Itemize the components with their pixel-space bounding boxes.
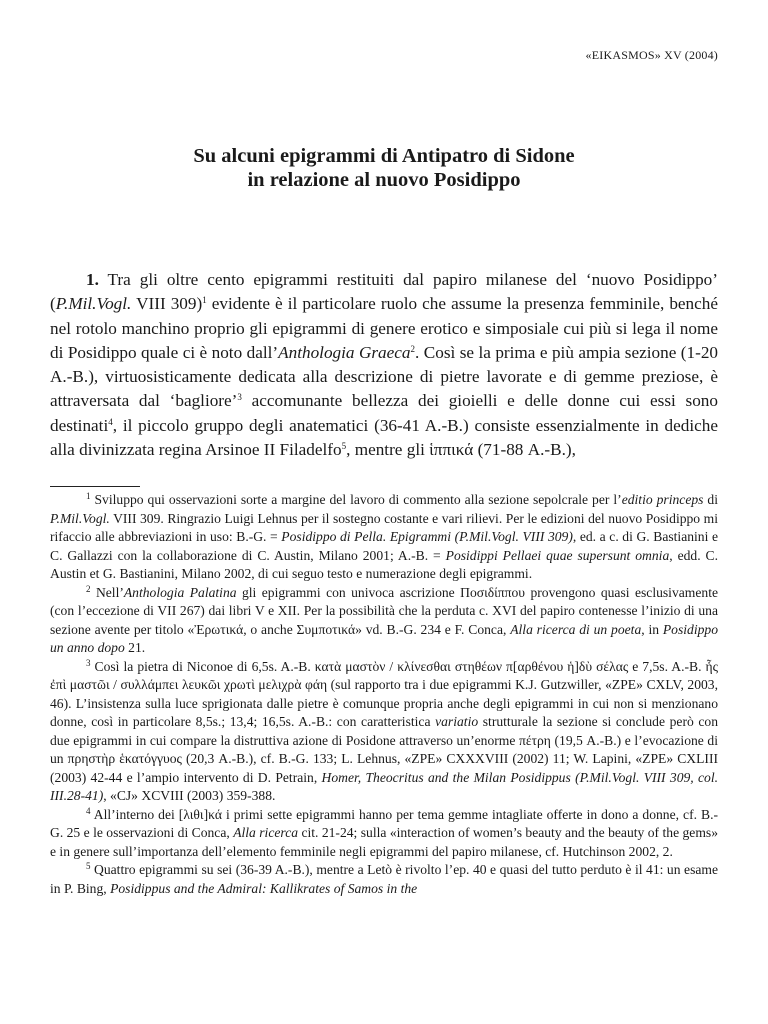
footnote-ref-3[interactable]: 3 bbox=[237, 392, 242, 403]
footnote-text: Posidippus and the Admiral: Kallikrates of Samos in the bbox=[110, 880, 418, 896]
footnote-text: Posidippo di Pella. Epigrammi (P.Mil.Vogl. VIII 309) bbox=[281, 529, 573, 544]
footnote-text: gli epigrammi con univoca ascrizione Ποσιδίππου provengono quasi esclusivamente (con l’eccezione di VII 267) dai libri V e XII. Per la possibilità che la perduta c. XVI del papiro contenesse l’inizio di una sezione avente per titolo «Ἐρωτικά, o anche Συμποτικά» vd. B.-G. 234 e F. Conca, bbox=[50, 584, 718, 637]
footnote-number: 4 bbox=[86, 805, 91, 816]
title-line-1: Su alcuni epigrammi di Antipatro di Sidone bbox=[193, 145, 575, 167]
footnote-ref-4[interactable]: 4 bbox=[108, 416, 113, 427]
body-text-segment: , mentre gli ἱππικά (71-88 A.-B.), bbox=[346, 440, 576, 460]
body-text-segment: VIII 309) bbox=[131, 294, 203, 314]
footnote-text: Homer, Theocritus and the Milan Posidippus (P.Mil.Vogl. VIII 309, col. III.28-41) bbox=[50, 769, 718, 803]
footnote-ref-5[interactable]: 5 bbox=[341, 441, 347, 452]
body-text bbox=[50, 268, 718, 462]
footnote-text: Così la pietra di Niconoe di 6,5s. A.-B. κατὰ μαστὸν / κλίνεσθαι στηθέων π[αρθένου ἡ]δὺ σέλας e 7,5s. A.-B. ἧς ἐπὶ μαστῶι / συλλάμπει λευκῶι χρωτὶ μελιχρὰ φάη (sul rapporto tra i due epigrammi K.J. Gutzwiller, «ZPE» CXLV, 2003, 46). L’insistenza sulla luce sprigionata dalle pietre è comunque propria anche degli epigrammi in cui non si menzionano donne, così in particolare 8,5s.; 13,4; 16,5s. A.-B.: con caratteristica bbox=[50, 658, 718, 729]
footnote-text: cit. 21-24; sulla «interaction of women’s beauty and the beauty of the gems» e in genere sull’importanza dell’elemento femminile negli epigrammi del papiro milanese, cf. Hutchinson 2002, 2. bbox=[50, 825, 719, 859]
body-text-segment: Anthologia Graeca bbox=[278, 342, 411, 362]
footnote-text: Nell’ bbox=[95, 584, 124, 600]
footnotes bbox=[50, 491, 718, 898]
paragraph-1 bbox=[50, 268, 718, 462]
footnote-number: 3 bbox=[86, 657, 91, 668]
body-text-segment: P.Mil.Vogl. bbox=[55, 294, 132, 314]
footnote-3 bbox=[50, 658, 718, 806]
footnote-text: variatio bbox=[435, 714, 479, 729]
footnote-text: , in bbox=[641, 621, 663, 637]
footnote-text: Alla ricerca di un poeta bbox=[510, 621, 642, 637]
section-number: 1. bbox=[86, 270, 99, 289]
footnote-text: Sviluppo qui osservazioni sorte a margine del lavoro di commento alla sezione sepolcrale per l’ bbox=[94, 492, 622, 507]
footnote-number: 5 bbox=[86, 861, 91, 871]
footnote-5 bbox=[50, 861, 718, 898]
body-text-segment: accomunante bellezza dei gioielli e delle donne cui essi sono destinati bbox=[50, 391, 718, 435]
footnote-text: Quattro epigrammi su sei (36-39 A.-B.), mentre a Letò è rivolto l’ep. 40 e quasi del tutto perduto è il 41: un esame in P. Bing, bbox=[50, 862, 718, 896]
footnote-text: P.Mil.Vogl. bbox=[50, 510, 110, 526]
title-line-2: in relazione al nuovo Posidippo bbox=[247, 169, 521, 191]
footnote-text: , edd. C. Austin et G. Bastianini, Milano 2002, di cui seguo testo e numerazione degli epigrammi. bbox=[50, 547, 718, 581]
footnote-text: Alla ricerca bbox=[233, 825, 299, 840]
footnote-ref-1[interactable]: 1 bbox=[202, 295, 207, 306]
footnote-4 bbox=[50, 806, 718, 862]
body-text-segment: Tra gli oltre cento epigrammi restituiti dal papiro milanese del ‘nuovo Posidippo’ ( bbox=[50, 270, 718, 314]
footnote-text: editio princeps bbox=[621, 492, 704, 507]
footnote-separator bbox=[50, 486, 140, 487]
body-text-segment: evidente è il particolare ruolo che assume la presenza femminile, benché nel rotolo manchino proprio gli epigrammi di genere erotico e simposiale cui più si lega il nome di Posidippo quale ci è noto dall’ bbox=[50, 294, 718, 362]
footnote-text: di bbox=[703, 492, 718, 507]
running-head: «EIKASMOS» XV (2004) bbox=[585, 48, 718, 62]
footnote-1 bbox=[50, 491, 718, 584]
footnote-text: 21. bbox=[124, 640, 146, 655]
article-title bbox=[0, 144, 768, 192]
footnote-text: Anthologia Palatina bbox=[123, 584, 237, 600]
footnote-text: Posidippo un anno dopo bbox=[50, 621, 718, 655]
footnote-text: All’interno dei [λιθι]κά i primi sette epigrammi hanno per tema gemme intagliate offerte in dono a donne, cf. B.-G. 25 e le osservazioni di Conca, bbox=[50, 806, 718, 840]
body-text-segment: , il piccolo gruppo degli anatematici (36-41 A.-B.) consiste essenzialmente in dediche alla divinizzata regina Arsinoe II Filadelfo bbox=[50, 415, 718, 460]
footnote-text: , ed. a c. di G. Bastianini e C. Gallazzi con la collaborazione di C. Austin, Milano 2001; A.-B. = bbox=[50, 529, 718, 563]
footnote-number: 2 bbox=[86, 583, 91, 594]
footnote-text: Posidippi Pellaei quae supersunt omnia bbox=[445, 547, 670, 563]
footnote-text: , «CJ» XCVIII (2003) 359-388. bbox=[103, 788, 276, 803]
footnote-number: 1 bbox=[86, 491, 91, 501]
footnote-text: VIII 309. Ringrazio Luigi Lehnus per il sostegno costante e vari rilievi. Per le edizioni del nuovo Posidippo mi rifaccio alle abbreviazioni in uso: B.-G. = bbox=[50, 510, 718, 544]
footnote-ref-2[interactable]: 2 bbox=[410, 343, 416, 354]
footnote-text: strutturale la sezione si conclude però con due epigrammi in cui compare la distruttiva azione di Posidone attraverso un’enorme πέτρη (19,5 A.-B.) e l’evocazione di un πρηστὴρ ἑκατόγγυος (20,3 A.-B.), cf. B.-G. 133; L. Lehnus, «ZPE» CXXXVIII (2002) 11; W. Lapini, «ZPE» CXLIII (2003) 42-44 e l’ampio intervento di D. Petrain, bbox=[50, 714, 718, 785]
footnote-2 bbox=[50, 584, 718, 658]
body-text-segment: . Così se la prima e più ampia sezione (1-20 A.-B.), virtuosisticamente dedicata alla descrizione di pietre lavorate e di gemme preziose, è attraversata dal ‘bagliore’ bbox=[50, 342, 719, 411]
